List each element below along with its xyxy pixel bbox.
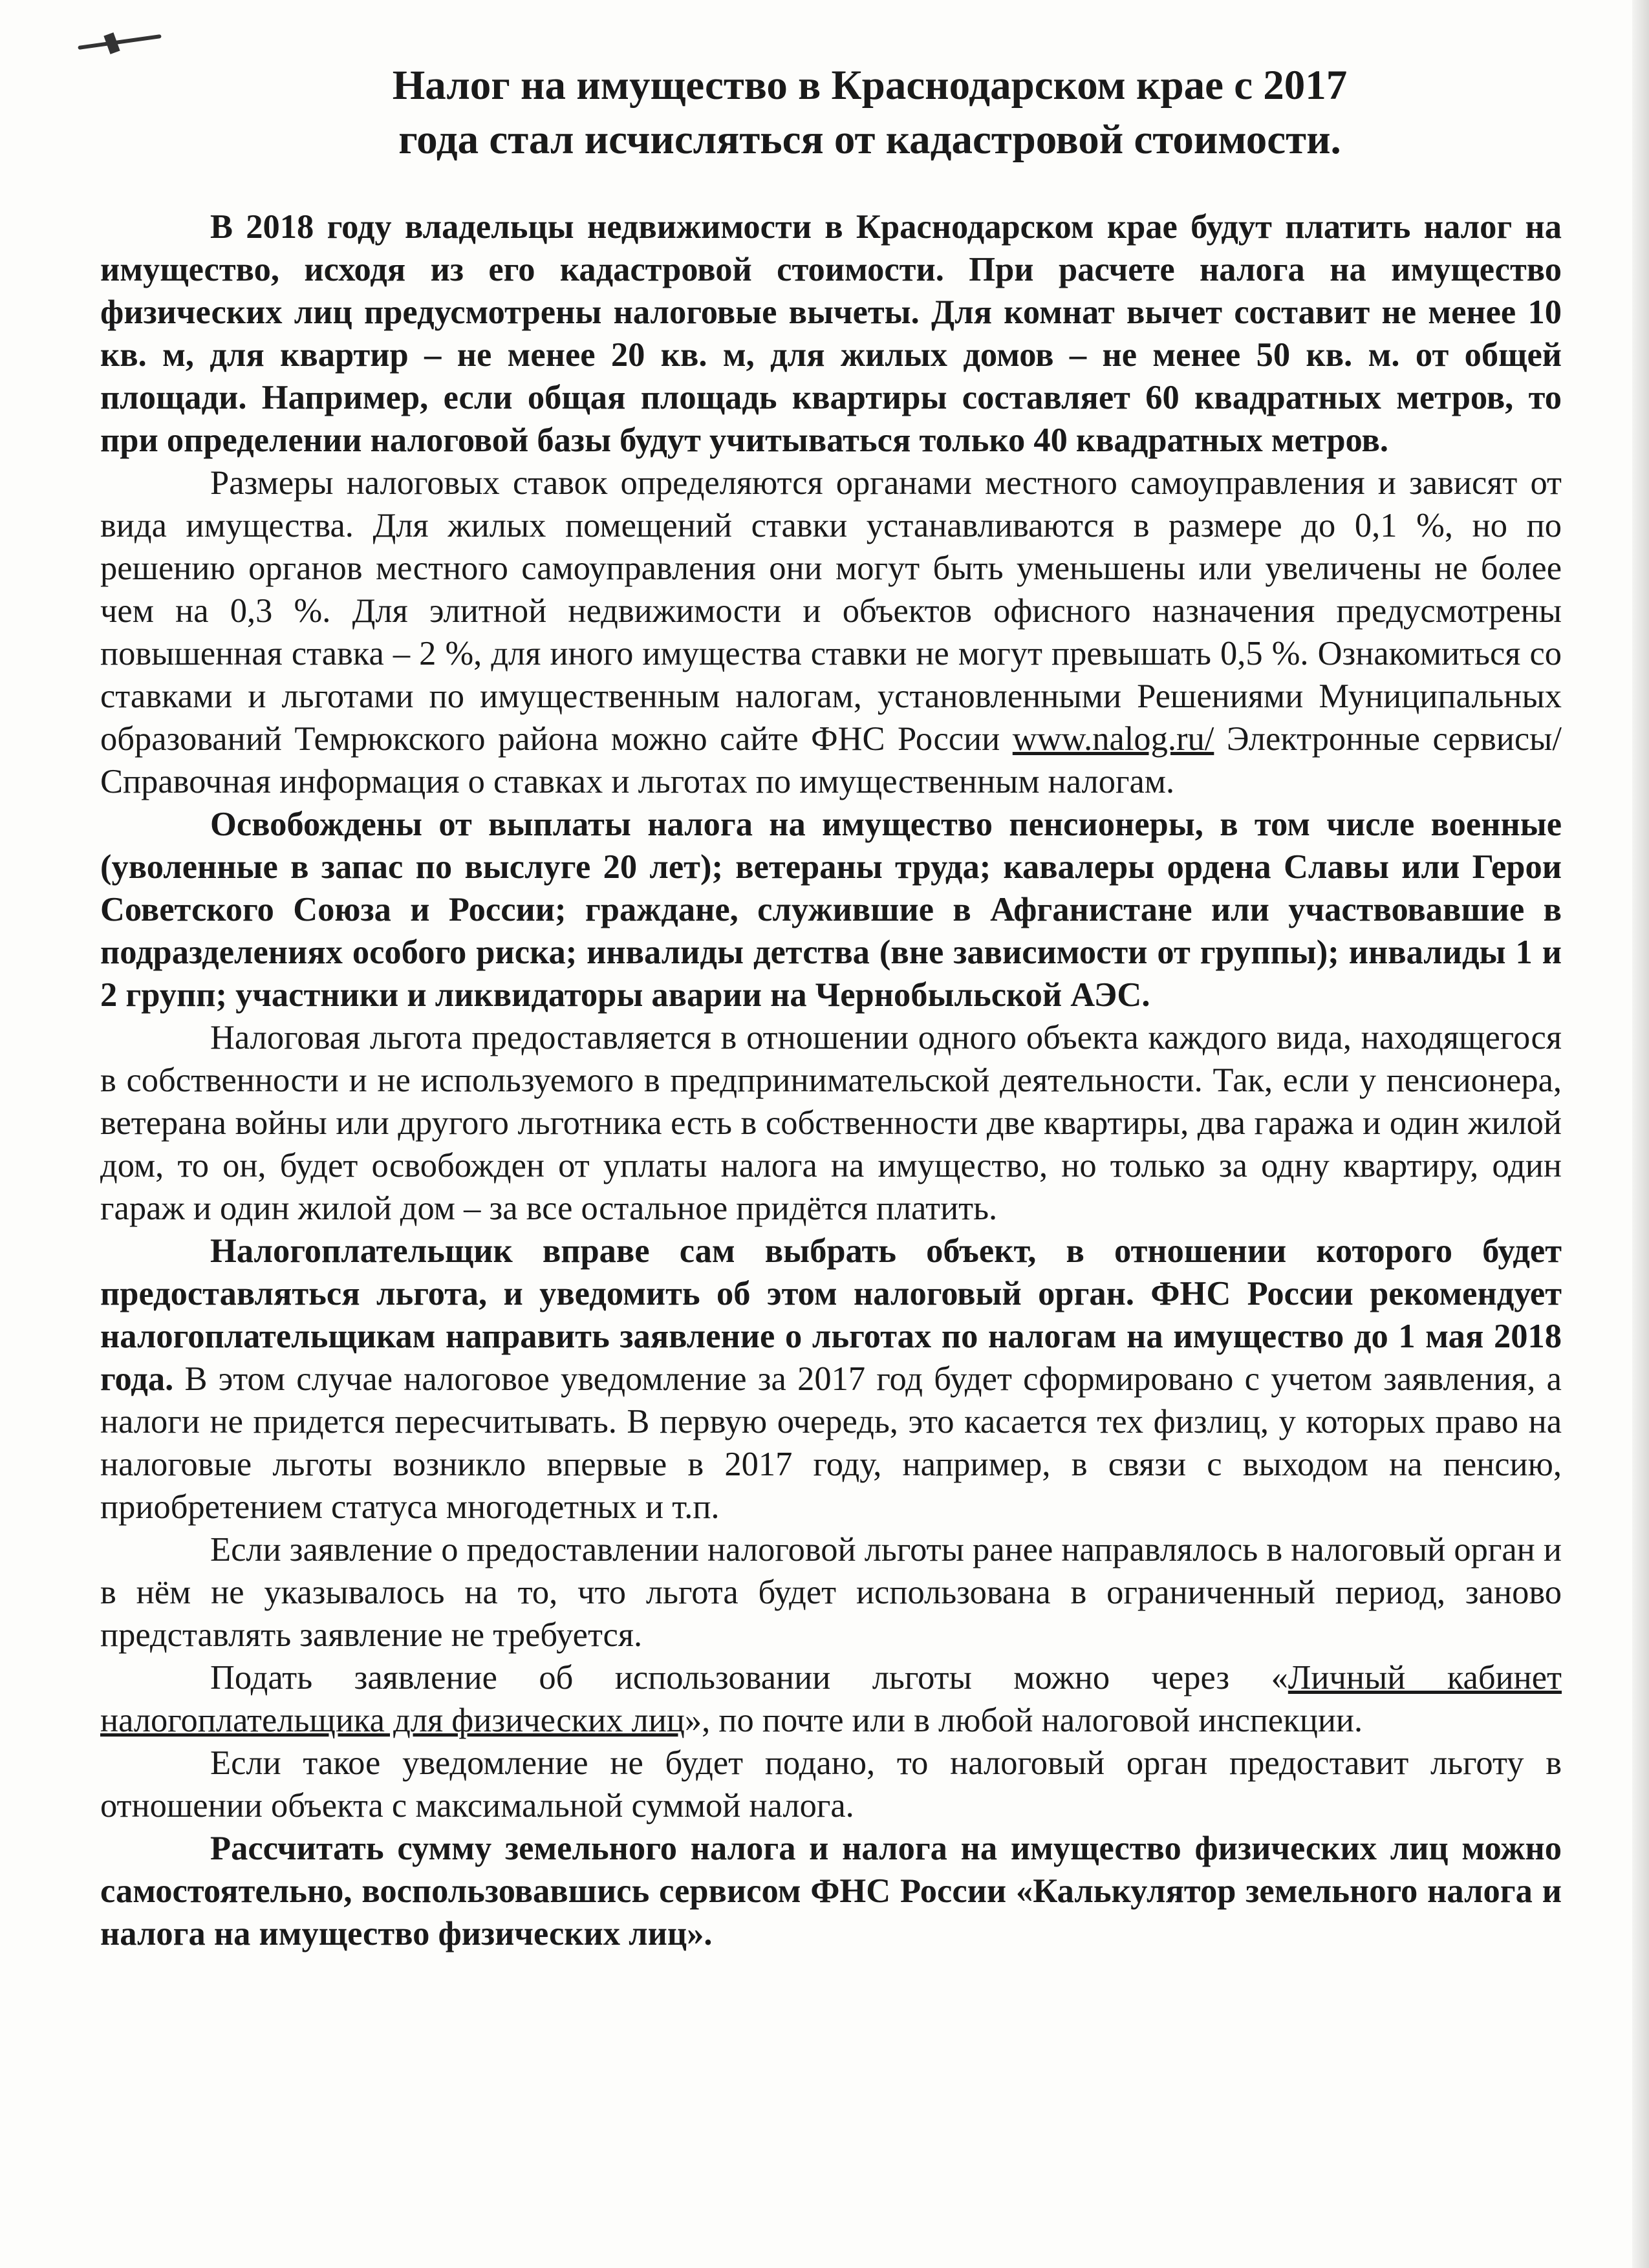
paragraph-7-text-a: Подать заявление об использовании льготы можно через « [210, 1659, 1288, 1696]
nalog-link[interactable]: www.nalog.ru/ [1012, 720, 1214, 758]
paragraph-5 [100, 1230, 1562, 1528]
paragraph-5-bold: Налогоплательщик вправе сам выбрать объект, в отношении которого будет предоставляться льгота, и уведомить об этом налоговый орган. ФНС России рекомендует налогоплательщикам направить заявление о льготах по налогам на имущество до 1 мая 2018 года. [100, 1232, 1562, 1398]
personal-cabinet-link[interactable]: Личный кабинет налогоплательщика для физических лиц [100, 1659, 1562, 1739]
title-line-2: года стал исчисляться от кадастровой стоимости. [398, 116, 1341, 163]
document-title [100, 58, 1562, 167]
scan-mark [78, 34, 162, 50]
paragraph-1: В 2018 году владельцы недвижимости в Краснодарском крае будут платить налог на имущество, исходя из его кадастровой стоимости. При расчете налога на имущество физических лиц предусмотрены налоговые вычеты. Для комнат вычет составит не менее 10 кв. м, для квартир – не менее 20 кв. м, для жилых домов – не менее 50 кв. м. от общей площади. Например, если общая площадь квартиры составляет 60 квадратных метров, то при определении налоговой базы будут учитываться только 40 квадратных метров. [100, 208, 1562, 459]
paragraph-7-text-b: », по почте или в любой налоговой инспекции. [684, 1702, 1363, 1739]
document-page [100, 58, 1562, 1955]
paragraph-6: Если заявление о предоставлении налоговой льготы ранее направлялось в налоговый орган и в нём не указывалось на то, что льгота будет использована в ограниченный период, заново представлять заявление не требуется. [100, 1531, 1562, 1654]
paragraph-5-rest: В этом случае налоговое уведомление за 2017 год будет сформировано с учетом заявления, а налоги не придется пересчитывать. В первую очередь, это касается тех физлиц, у которых право на налоговые льготы возникло впервые в 2017 году, например, в связи с выходом на пенсию, приобретением статуса многодетных и т.п. [100, 1360, 1562, 1526]
paragraph-2 [100, 462, 1562, 803]
title-line-1: Налог на имущество в Краснодарском крае с 2017 [392, 62, 1348, 109]
paragraph-7 [100, 1656, 1562, 1742]
paragraph-3: Освобождены от выплаты налога на имущество пенсионеры, в том числе военные (уволенные в запас по выслуге 20 лет); ветераны труда; кавалеры ордена Славы или Герои Советского Союза и России; граждане, служившие в Афганистане или участвовавшие в подразделениях особого риска; инвалиды детства (вне зависимости от группы); инвалиды 1 и 2 групп; участники и ликвидаторы аварии на Чернобыльской АЭС. [100, 806, 1562, 1014]
paragraph-2-text-a: Размеры налоговых ставок определяются органами местного самоуправления и зависят от вида имущества. Для жилых помещений ставки устанавливаются в размере до 0,1 %, но по решению органов местного самоуправления они могут быть уменьшены или увеличены не более чем на 0,3 %. Для элитной недвижимости и объектов офисного назначения предусмотрены повышенная ставка – 2 %, для иного имущества ставки не могут превышать 0,5 %. Ознакомиться со ставками и льготами по имущественным налогам, установленными Решениями Муниципальных образований Темрюкского района можно сайте ФНС России [100, 464, 1562, 758]
paragraph-4: Налоговая льгота предоставляется в отношении одного объекта каждого вида, находящегося в собственности и не используемого в предпринимательской деятельности. Так, если у пенсионера, ветерана войны или другого льготника есть в собственности две квартиры, два гаража и один жилой дом, то он, будет освобожден от уплаты налога на имущество, но только за одну квартиру, один гараж и один жилой дом – за все остальное придётся платить. [100, 1019, 1562, 1227]
scan-edge [1632, 0, 1649, 2268]
paragraph-9: Рассчитать сумму земельного налога и налога на имущество физических лиц можно самостоятельно, воспользовавшись сервисом ФНС России «Калькулятор земельного налога и налога на имущество физических лиц». [100, 1830, 1562, 1952]
paragraph-8: Если такое уведомление не будет подано, то налоговый орган предоставит льготу в отношении объекта с максимальной суммой налога. [100, 1744, 1562, 1824]
scan-mark-tick [103, 32, 120, 54]
paragraph-2-text-b: Электронные сервисы/ Справочная информация о ставках и льготах по имущественным налогам. [100, 720, 1562, 800]
